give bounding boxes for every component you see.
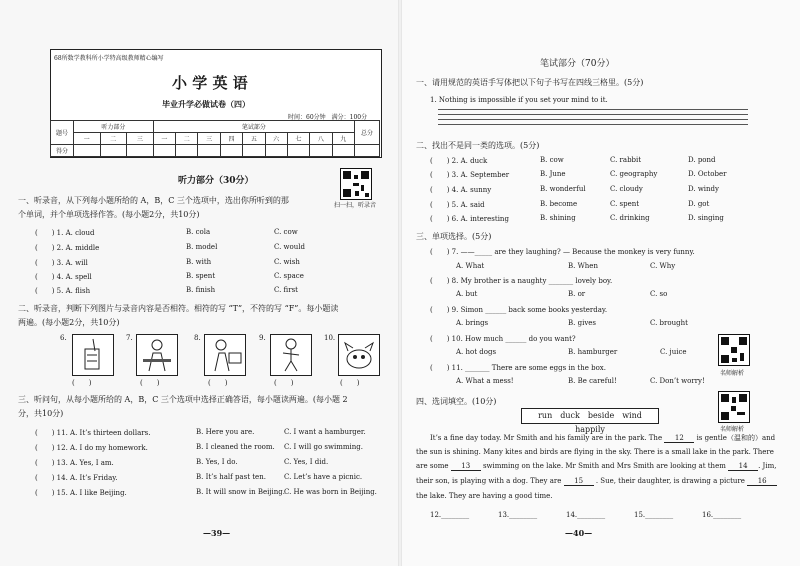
q3-item-12-c: C. I will go swimming. [284, 443, 363, 451]
q1-instruction-line2: 个单词，并个单项选择作答。(每小题2分，共10分) [18, 210, 200, 219]
picture-label-8: 8. [194, 334, 201, 342]
picture-dog [338, 334, 380, 376]
blank-13[interactable]: 13 [451, 462, 481, 471]
q3-item-13-b: B. Yes, I do. [196, 458, 238, 466]
q1-item-3-c: C. wish [274, 258, 300, 266]
passage-line-2 [416, 448, 774, 456]
r-q2-item-6-b: B. shining [540, 214, 576, 222]
blank-12[interactable]: 12 [664, 434, 694, 443]
score-table-header-total: 总分 [355, 121, 380, 145]
page-number-left: —39— [203, 528, 231, 538]
r-q2-item-4-c: C. cloudy [610, 185, 643, 193]
score-table-header-listening: 听力部分 [74, 121, 154, 133]
q2-answer-9[interactable]: ( ) [274, 379, 294, 387]
exam-title: 小 学 英 语 [172, 74, 248, 92]
analysis-qr-caption-2: 名师解析 [720, 426, 745, 433]
answer-blank-16[interactable]: 16.________ [702, 511, 742, 519]
r-q3-item-8-c: C. so [650, 290, 668, 298]
page-fold [398, 0, 402, 566]
score-col: 二 [100, 133, 127, 145]
q1-instruction-line1: 一、听录音，从下列每小题所给的 A，B，C 三个选项中，选出你所听到的那 [18, 196, 289, 205]
passage-text: is gentle（温和的）and [696, 434, 776, 442]
listen-qr-caption: 扫一扫，听录音 [334, 202, 377, 209]
r-q2-item-6-d: D. singing [688, 214, 724, 222]
blank-14[interactable]: 14 [728, 462, 758, 471]
blank-16[interactable]: 16 [747, 477, 777, 486]
r-q3-item-10-c: C. juice [660, 348, 687, 356]
r-q3-item-9-a: A. brings [456, 319, 489, 327]
r-q3-item-10: ( ) 10. How much ______ do you want? [430, 335, 576, 343]
r-q3-item-9-c: C. brought [650, 319, 688, 327]
word-bank: run duck beside wind happily [521, 408, 659, 424]
r-q3-item-11: ( ) 11. _______ There are some eggs in the box. [430, 364, 606, 372]
q3-instruction-line1: 三、听问句，从每小题所给的 A，B，C 三个选项中选择正确答语，每小题读两遍。(每小题 2 [18, 395, 348, 404]
picture-boy-studying [136, 334, 178, 376]
q3-item-12-a: ( ) 12. A. I do my homework. [35, 444, 148, 452]
writing-line[interactable] [438, 109, 748, 110]
score-table-header-written: 笔试部分 [153, 121, 354, 133]
score-table [50, 120, 380, 157]
q2-answer-10[interactable]: ( ) [340, 379, 360, 387]
r-q3-item-9-b: B. gives [568, 319, 597, 327]
answer-blank-14[interactable]: 14.________ [566, 511, 606, 519]
score-col: 七 [287, 133, 309, 145]
score-cell[interactable] [74, 145, 101, 157]
score-cell[interactable] [355, 145, 380, 157]
score-cell[interactable] [220, 145, 242, 157]
passage-line-3 [416, 462, 776, 471]
q3-item-13-c: C. Yes, I did. [284, 458, 329, 466]
q3-item-13-a: ( ) 13. A. Yes, I am. [35, 459, 114, 467]
picture-label-9: 9. [259, 334, 266, 342]
q3-item-11-c: C. I want a hamburger. [284, 428, 366, 436]
r-q2-item-3-c: C. geography [610, 170, 658, 178]
r-q3-item-10-a: A. hot dogs [456, 348, 497, 356]
r-q2-item-5-b: B. become [540, 200, 578, 208]
r-q2-item-2-b: B. cow [540, 156, 564, 164]
r-q2-item-6-c: C. drinking [610, 214, 650, 222]
score-cell[interactable] [287, 145, 309, 157]
exam-subtitle: 毕业升学必做试卷（四） [162, 99, 250, 109]
q2-instruction-line2: 两遍。(每小题2分，共10分) [18, 318, 120, 327]
score-cell[interactable] [198, 145, 220, 157]
r-q2-heading: 二、找出不是同一类的选项。(5分) [416, 141, 540, 150]
picture-man-reading [204, 334, 246, 376]
q1-item-4-b: B. spent [186, 272, 216, 280]
q1-item-1-c: C. cow [274, 228, 298, 236]
passage-text: swimming on the lake. Mr Smith and Mrs Smith are looking at them [482, 462, 726, 470]
passage-line-5 [416, 492, 552, 500]
score-cell[interactable] [127, 145, 154, 157]
r-q3-item-10-b: B. hamburger [568, 348, 618, 356]
q1-item-4: ( ) 4. A. spell [35, 273, 92, 281]
passage-text: . Sue, their daughter, is drawing a picture [595, 477, 745, 485]
r-q3-item-11-c: C. Don’t worry! [650, 377, 705, 385]
picture-label-10: 10. [324, 334, 336, 342]
passage-line-1 [430, 433, 775, 443]
analysis-qr-code-1[interactable] [718, 334, 750, 366]
q2-answer-7[interactable]: ( ) [140, 379, 160, 387]
r-q2-item-4-b: B. wonderful [540, 185, 586, 193]
passage-text: are some [416, 462, 449, 470]
q3-item-12-b: B. I cleaned the room. [196, 443, 275, 451]
publisher-text: 68所数学教科所小学特高级教师精心编写 [54, 55, 164, 62]
score-table-header-number: 题号 [51, 121, 74, 145]
analysis-qr-code-2[interactable] [718, 391, 750, 423]
q3-item-15-c: C. He was born in Beijing. [284, 488, 377, 496]
q3-item-14-b: B. It’s half past ten. [196, 473, 266, 481]
r-q3-item-11-a: A. What a mess! [456, 377, 514, 385]
r-q3-heading: 三、单项选择。(5分) [416, 232, 492, 241]
writing-line[interactable] [438, 114, 748, 115]
passage-text: their son, is playing with a dog. They are [416, 477, 562, 485]
q2-instruction-line1: 二、听录音，判断下列图片与录音内容是否相符。相符的写 “T”，不符的写 “F”。每小题读 [18, 304, 339, 313]
answer-blank-15[interactable]: 15.________ [634, 511, 674, 519]
q1-item-1-b: B. cola [186, 228, 211, 236]
q1-item-3-b: B. with [186, 258, 212, 266]
q3-instruction-line2: 分，共10分) [18, 409, 64, 418]
score-col: 九 [332, 133, 354, 145]
passage-text: the lake. They are having a good time. [416, 492, 553, 500]
passage-text: . Jim, [758, 462, 777, 470]
writing-line[interactable] [438, 119, 748, 120]
listening-section-title: 听力部分（30分） [178, 176, 254, 186]
r-q4-heading: 四、选词填空。(10分) [416, 397, 497, 406]
score-col: 一 [74, 133, 101, 145]
passage-line-4 [416, 477, 777, 486]
r-q3-item-8-a: A. but [456, 290, 478, 298]
q1-item-5-c: C. first [274, 286, 298, 294]
q1-item-2-c: C. would [274, 243, 305, 251]
score-row-label: 得分 [51, 145, 74, 157]
r-q2-item-5-d: D. got [688, 200, 710, 208]
r-q2-item-3-d: D. October [688, 170, 727, 178]
r-q3-item-9: ( ) 9. Simon ______ back some books yesterday. [430, 306, 608, 314]
q3-item-11-b: B. Here you are. [196, 428, 255, 436]
r-q2-item-5-a: ( ) 5. A. said [430, 201, 485, 209]
r-q3-item-7: ( ) 7. ——_____ are they laughing? — Because the monkey is very funny. [430, 248, 695, 256]
r-q2-item-3-b: B. June [540, 170, 566, 178]
r-q3-item-7-b: B. When [568, 262, 598, 270]
written-section-title: 笔试部分（70分） [540, 59, 615, 69]
passage-text: the sun is shining. Many kites and birds are flying in the sky. There is a small lake in the park. There [416, 448, 774, 456]
score-col: 二 [176, 133, 198, 145]
q3-item-15-a: ( ) 15. A. I like Beijing. [35, 489, 127, 497]
r-q1-heading: 一、请用规范的英语手写体把以下句子书写在四线三格里。(5分) [416, 78, 644, 87]
r-q3-item-8: ( ) 8. My brother is a naughty _______ lovely boy. [430, 277, 613, 285]
r-q2-item-6-a: ( ) 6. A. interesting [430, 215, 509, 223]
picture-label-7: 7. [126, 334, 133, 342]
score-col: 五 [243, 133, 265, 145]
r-q1-sentence: 1. Nothing is impossible if you set your mind to it. [430, 96, 608, 104]
q2-answer-6[interactable]: ( ) [72, 379, 92, 387]
r-q2-item-2-d: D. pond [688, 156, 716, 164]
r-q3-item-7-a: A. What [456, 262, 485, 270]
score-cell[interactable] [243, 145, 265, 157]
r-q3-item-8-b: B. or [568, 290, 586, 298]
score-cell[interactable] [100, 145, 127, 157]
r-q3-item-11-b: B. Be careful! [568, 377, 617, 385]
score-cell[interactable] [332, 145, 354, 157]
q1-item-1: ( ) 1. A. cloud [35, 229, 95, 237]
q3-item-14-c: C. Let’s have a picnic. [284, 473, 363, 481]
picture-boy-walking [270, 334, 312, 376]
picture-label-6: 6. [60, 334, 67, 342]
q3-item-14-a: ( ) 14. A. It’s Friday. [35, 474, 118, 482]
score-col: 一 [153, 133, 175, 145]
q1-item-2: ( ) 2. A. middle [35, 244, 100, 252]
score-col: 八 [310, 133, 332, 145]
time-score: 时间：60分钟 满分：100分 [288, 114, 368, 121]
score-col: 三 [127, 133, 154, 145]
answer-blank-13[interactable]: 13.________ [498, 511, 538, 519]
picture-drink-cup [72, 334, 114, 376]
passage-text: It’s a fine day today. Mr Smith and his family are in the park. The [430, 434, 663, 442]
blank-15[interactable]: 15 [564, 477, 594, 486]
q1-item-4-c: C. space [274, 272, 304, 280]
r-q2-item-4-d: D. windy [688, 185, 719, 193]
score-col: 四 [220, 133, 242, 145]
score-col: 三 [198, 133, 220, 145]
q1-item-2-b: B. model [186, 243, 218, 251]
page-number-right: —40— [565, 528, 593, 538]
q1-item-3: ( ) 3. A. will [35, 259, 88, 267]
score-cell[interactable] [265, 145, 287, 157]
writing-line[interactable] [438, 124, 748, 125]
r-q2-item-4-a: ( ) 4. A. sunny [430, 186, 492, 194]
answer-blank-12[interactable]: 12.________ [430, 511, 470, 519]
q1-item-5-b: B. finish [186, 286, 216, 294]
r-q3-item-7-c: C. Why [650, 262, 676, 270]
score-col: 六 [265, 133, 287, 145]
r-q2-item-3-a: ( ) 3. A. September [430, 171, 510, 179]
listen-qr-code[interactable] [340, 168, 372, 200]
r-q2-item-2-a: ( ) 2. A. duck [430, 157, 488, 165]
analysis-qr-caption-1: 名师解析 [720, 370, 745, 377]
score-cell[interactable] [176, 145, 198, 157]
r-q2-item-5-c: C. spent [610, 200, 640, 208]
score-cell[interactable] [153, 145, 175, 157]
r-q2-item-2-c: C. rabbit [610, 156, 642, 164]
q3-item-15-b: B. It will snow in Beijing. [196, 488, 285, 496]
q1-item-5: ( ) 5. A. flish [35, 287, 91, 295]
score-cell[interactable] [310, 145, 332, 157]
q2-answer-8[interactable]: ( ) [208, 379, 228, 387]
q3-item-11-a: ( ) 11. A. It’s thirteen dollars. [35, 429, 151, 437]
